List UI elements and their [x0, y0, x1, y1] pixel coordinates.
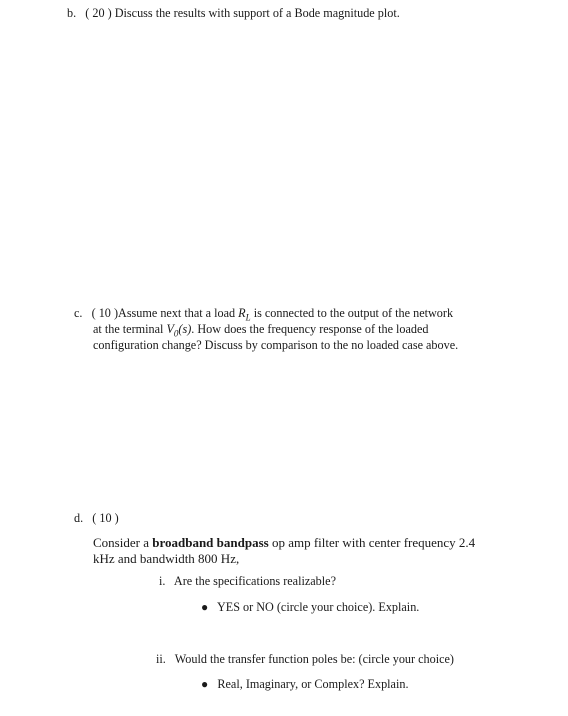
sub-question-ii [156, 652, 454, 667]
sub-question-ii-marker: ii. [156, 652, 166, 666]
part-c-line-1-start: Assume next that a load [118, 306, 239, 320]
part-c-line-2-start: at the terminal [93, 322, 167, 336]
part-c-line-3: configuration change? Discuss by comparison to the no loaded case above. [93, 338, 459, 352]
part-c-line-1 [74, 306, 453, 322]
sub-question-ii-bullet [201, 677, 409, 692]
part-b-text: Discuss the results with support of a Bode magnitude plot. [114, 6, 400, 20]
part-c-points: ( 10 ) [91, 306, 119, 320]
part-d-points: ( 10 ) [92, 511, 119, 525]
sub-question-i [159, 574, 336, 589]
part-c-line-2-end: . How does the frequency response of the loaded [191, 322, 429, 336]
bullet-icon: ● [201, 677, 209, 691]
part-b-question [67, 6, 400, 21]
broadband-bandpass-term: broadband bandpass [152, 535, 269, 550]
part-c-line-1-end: is connected to the output of the network [250, 306, 454, 320]
part-b-points: ( 20 ) [85, 6, 112, 20]
sub-question-i-choice: YES or NO (circle your choice). Explain. [216, 600, 420, 614]
part-d-marker: d. [74, 511, 84, 525]
part-c-marker: c. [74, 306, 83, 320]
part-c-line-2 [93, 322, 429, 338]
sub-question-i-marker: i. [159, 574, 166, 588]
part-b-marker: b. [67, 6, 77, 20]
part-d-header [74, 511, 119, 526]
output-voltage-symbol: $V_0(s)$ [166, 322, 192, 339]
sub-question-ii-choice: Real, Imaginary, or Complex? Explain. [217, 677, 409, 691]
part-d-intro-line-2: kHz and bandwidth 800 Hz, [93, 551, 240, 566]
bullet-icon: ● [201, 600, 209, 614]
sub-question-i-bullet [201, 600, 419, 615]
part-d-intro-line-1: Consider a broadband bandpass op amp filter with center frequency 2.4 [93, 535, 476, 550]
sub-question-i-text: Are the specifications realizable? [173, 574, 336, 588]
sub-question-ii-text: Would the transfer function poles be: (circle your choice) [174, 652, 454, 666]
load-resistor-symbol: $R_L$ [238, 306, 251, 323]
